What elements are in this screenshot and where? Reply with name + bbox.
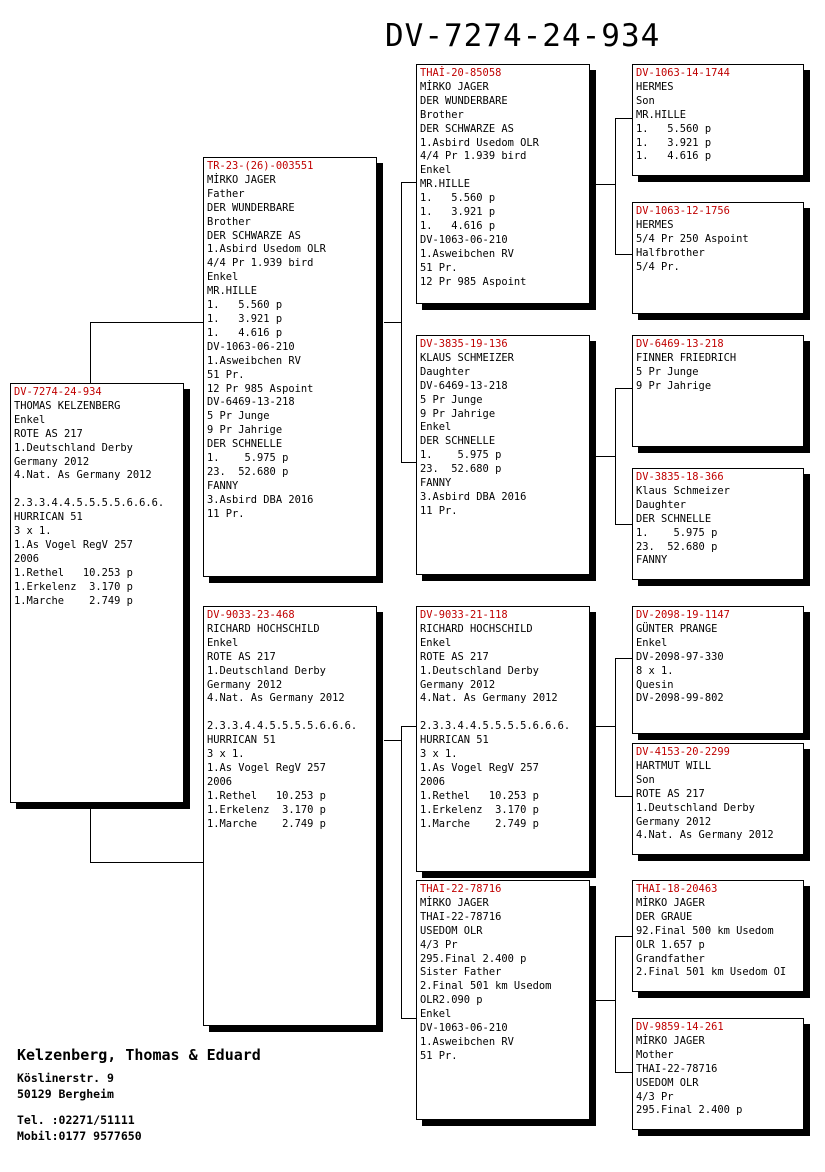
owner-name: Kelzenberg, Thomas & Eduard bbox=[17, 1046, 261, 1064]
connector-line bbox=[384, 322, 402, 323]
card-line: 23. 52.680 p bbox=[420, 463, 502, 476]
card-line: Enkel bbox=[420, 164, 452, 177]
pedigree-card bbox=[632, 202, 804, 314]
pedigree-card bbox=[416, 335, 590, 575]
pedigree-title: DV-7274-24-934 bbox=[385, 18, 661, 54]
card-line: 2006 bbox=[207, 775, 233, 788]
card-line: Son bbox=[636, 773, 655, 786]
card-line: 2.3.3.4.4.5.5.5.5.6.6.6. bbox=[420, 720, 571, 733]
card-line: 1.Asbird Usedom OLR bbox=[207, 243, 326, 256]
card-line: DER WUNDERBARE bbox=[420, 94, 508, 107]
connector-line bbox=[401, 462, 416, 463]
card-line: Germany 2012 bbox=[14, 455, 90, 468]
card-line: 9 Pr Jahrige bbox=[420, 407, 496, 420]
connector-line bbox=[596, 456, 616, 457]
card-line: RICHARD HOCHSCHILD bbox=[420, 622, 533, 635]
card-line: Germany 2012 bbox=[420, 678, 496, 691]
card-line: MİRKO JAGER bbox=[420, 896, 489, 909]
ring-number: DV-4153-20-2299 bbox=[636, 746, 730, 758]
card-line: HERMES bbox=[636, 80, 674, 93]
card-line: DER WUNDERBARE bbox=[207, 201, 295, 214]
card-line: Daughter bbox=[636, 498, 687, 511]
card-line: 2006 bbox=[14, 552, 40, 565]
card-line: HURRICAN 51 bbox=[207, 734, 276, 747]
card-line: MR.HILLE bbox=[420, 178, 471, 191]
connector-line bbox=[401, 726, 402, 1018]
card-line: DV-6469-13-218 bbox=[207, 396, 295, 409]
connector-line bbox=[90, 808, 91, 863]
card-line: 1.Rethel 10.253 p bbox=[420, 789, 539, 802]
ring-number: DV-1063-12-1756 bbox=[636, 205, 730, 217]
ring-number: TR-23-(26)-003551 bbox=[207, 160, 314, 172]
card-line: 4.Nat. As Germany 2012 bbox=[207, 692, 345, 705]
card-line: USEDOM OLR bbox=[420, 924, 483, 937]
card-line: FINNER FRIEDRICH bbox=[636, 351, 737, 364]
card-line: 2.3.3.4.4.5.5.5.5.6.6.6. bbox=[207, 720, 358, 733]
owner-tel: Tel. :02271/51111 bbox=[17, 1113, 135, 1127]
card-line bbox=[207, 706, 373, 720]
card-line: Sister Father bbox=[420, 966, 502, 979]
connector-line bbox=[615, 254, 632, 255]
card-line: 1. 3.921 p bbox=[207, 312, 283, 325]
card-line: OLR 1.657 p bbox=[636, 938, 705, 951]
card-line: Enkel bbox=[420, 421, 452, 434]
card-line: 51 Pr. bbox=[420, 261, 458, 274]
card-line: 2.3.3.4.4.5.5.5.5.6.6.6. bbox=[14, 497, 165, 510]
card-line bbox=[14, 483, 180, 497]
card-line: DER SCHNELLE bbox=[636, 512, 712, 525]
card-line: 4/3 Pr bbox=[636, 1090, 674, 1103]
card-line: 1.Asweibchen RV bbox=[420, 1035, 514, 1048]
card-line: 1.As Vogel RegV 257 bbox=[420, 761, 539, 774]
card-line: 4.Nat. As Germany 2012 bbox=[420, 692, 558, 705]
ring-number: THAI-18-20463 bbox=[636, 883, 718, 895]
card-line: 1. 3.921 p bbox=[420, 206, 496, 219]
ring-number: THAİ-20-85058 bbox=[420, 67, 502, 79]
connector-line bbox=[615, 936, 616, 1072]
owner-city: 50129 Bergheim bbox=[17, 1087, 114, 1101]
card-line: 1. 4.616 p bbox=[207, 326, 283, 339]
card-line: Enkel bbox=[14, 413, 46, 426]
card-line: Mother bbox=[636, 1048, 674, 1061]
connector-line bbox=[615, 658, 616, 796]
card-line bbox=[420, 706, 586, 720]
connector-line bbox=[596, 1000, 616, 1001]
card-line: 1. 3.921 p bbox=[636, 136, 712, 149]
card-line: 1.Asbird Usedom OLR bbox=[420, 136, 539, 149]
card-line: 3 x 1. bbox=[420, 748, 458, 761]
card-line: DER SCHNELLE bbox=[207, 438, 283, 451]
connector-line bbox=[596, 726, 616, 727]
ring-number: DV-3835-19-136 bbox=[420, 338, 508, 350]
card-line: 3.Asbird DBA 2016 bbox=[420, 490, 527, 503]
card-line: Halfbrother bbox=[636, 246, 705, 259]
card-line: DER GRAUE bbox=[636, 910, 693, 923]
pedigree-card bbox=[10, 383, 184, 803]
pedigree-card bbox=[632, 468, 804, 580]
card-line: Enkel bbox=[207, 636, 239, 649]
card-line: 1. 5.975 p bbox=[636, 526, 718, 539]
card-line: 4/3 Pr bbox=[420, 938, 458, 951]
ring-number: DV-9033-21-118 bbox=[420, 609, 508, 621]
card-line: 295.Final 2.400 p bbox=[420, 952, 527, 965]
ring-number: DV-9859-14-261 bbox=[636, 1021, 724, 1033]
card-line: 3 x 1. bbox=[14, 525, 52, 538]
card-line: DER SCHNELLE bbox=[420, 435, 496, 448]
connector-line bbox=[384, 740, 402, 741]
card-line: Enkel bbox=[420, 1008, 452, 1021]
pedigree-card bbox=[632, 1018, 804, 1130]
card-line: Enkel bbox=[420, 636, 452, 649]
card-line: 9 Pr Jahrige bbox=[207, 424, 283, 437]
card-line: FANNY bbox=[420, 477, 452, 490]
card-line: DER SCHWARZE AS bbox=[420, 122, 514, 135]
pedigree-card bbox=[203, 606, 377, 1026]
pedigree-card bbox=[416, 880, 590, 1120]
card-line: 11 Pr. bbox=[420, 504, 458, 517]
card-line: Son bbox=[636, 94, 655, 107]
owner-block bbox=[17, 1046, 261, 1144]
connector-line bbox=[401, 182, 402, 462]
card-line: HURRICAN 51 bbox=[420, 734, 489, 747]
card-line: DV-2098-97-330 bbox=[636, 650, 724, 663]
card-line: 1.Deutschland Derby bbox=[14, 441, 133, 454]
connector-line bbox=[401, 1018, 416, 1019]
card-line: 1. 4.616 p bbox=[636, 150, 712, 163]
card-line: 1.Erkelenz 3.170 p bbox=[14, 580, 133, 593]
card-line: FANNY bbox=[636, 554, 668, 567]
card-line: 1.Erkelenz 3.170 p bbox=[207, 803, 326, 816]
ring-number: DV-9033-23-468 bbox=[207, 609, 295, 621]
card-line: 23. 52.680 p bbox=[207, 465, 289, 478]
card-line: RICHARD HOCHSCHILD bbox=[207, 622, 320, 635]
card-line: 5 Pr Junge bbox=[207, 410, 270, 423]
card-line: HURRICAN 51 bbox=[14, 511, 83, 524]
card-line: 1. 4.616 p bbox=[420, 219, 496, 232]
connector-line bbox=[615, 658, 632, 659]
connector-line bbox=[401, 182, 416, 183]
card-line: 12 Pr 985 Aspoint bbox=[207, 382, 314, 395]
card-line: DV-6469-13-218 bbox=[420, 379, 508, 392]
ring-number: DV-3835-18-366 bbox=[636, 471, 724, 483]
card-line: 4.Nat. As Germany 2012 bbox=[14, 469, 152, 482]
connector-line bbox=[615, 118, 616, 254]
card-line: OLR2.090 p bbox=[420, 994, 483, 1007]
card-line: 2006 bbox=[420, 775, 446, 788]
owner-street: Köslinerstr. 9 bbox=[17, 1071, 114, 1085]
pedigree-card bbox=[632, 606, 804, 734]
card-line: 295.Final 2.400 p bbox=[636, 1104, 743, 1117]
card-line: 2.Final 501 km Usedom OI bbox=[636, 966, 787, 979]
card-line: 1.Marche 2.749 p bbox=[207, 817, 326, 830]
card-line: 23. 52.680 p bbox=[636, 540, 718, 553]
card-line: 5 Pr Junge bbox=[420, 393, 483, 406]
card-line: 8 x 1. bbox=[636, 664, 674, 677]
connector-line bbox=[615, 388, 632, 389]
connector-line bbox=[615, 796, 632, 797]
connector-line bbox=[615, 1072, 632, 1073]
card-line: MR.HILLE bbox=[207, 285, 258, 298]
card-line: 4/4 Pr 1.939 bird bbox=[207, 257, 314, 270]
card-line: HERMES bbox=[636, 218, 674, 231]
card-line: HARTMUT WILL bbox=[636, 759, 712, 772]
card-line: 5/4 Pr. bbox=[636, 260, 680, 273]
card-line: 1.Rethel 10.253 p bbox=[14, 566, 133, 579]
card-line: 3.Asbird DBA 2016 bbox=[207, 493, 314, 506]
pedigree-card bbox=[632, 335, 804, 447]
ring-number: THAI-22-78716 bbox=[420, 883, 502, 895]
card-line: Klaus Schmeizer bbox=[636, 484, 730, 497]
card-line: 1.Asweibchen RV bbox=[420, 247, 514, 260]
card-line: ROTE AS 217 bbox=[636, 787, 705, 800]
ring-number: DV-6469-13-218 bbox=[636, 338, 724, 350]
card-line: FANNY bbox=[207, 479, 239, 492]
card-line: DV-1063-06-210 bbox=[420, 233, 508, 246]
card-line: DV-1063-06-210 bbox=[420, 1022, 508, 1035]
card-line: ROTE AS 217 bbox=[207, 650, 276, 663]
card-line: THAI-22-78716 bbox=[636, 1062, 718, 1075]
pedigree-card bbox=[632, 880, 804, 992]
card-line: THAI-22-78716 bbox=[420, 910, 502, 923]
card-line: DV-1063-06-210 bbox=[207, 340, 295, 353]
card-line: GÜNTER PRANGE bbox=[636, 622, 718, 635]
card-line: USEDOM OLR bbox=[636, 1076, 699, 1089]
ring-number: DV-2098-19-1147 bbox=[636, 609, 730, 621]
card-line: DER SCHWARZE AS bbox=[207, 229, 301, 242]
card-line: KLAUS SCHMEIZER bbox=[420, 351, 514, 364]
card-line: DV-2098-99-802 bbox=[636, 692, 724, 705]
card-line: 51 Pr. bbox=[207, 368, 245, 381]
connector-line bbox=[615, 936, 632, 937]
pedigree-card bbox=[416, 64, 590, 304]
card-line: 1.Asweibchen RV bbox=[207, 354, 301, 367]
card-line: 1.Deutschland Derby bbox=[420, 664, 539, 677]
card-line: MİRKO JAGER bbox=[207, 173, 276, 186]
card-line: 3 x 1. bbox=[207, 748, 245, 761]
card-line: Quesin bbox=[636, 678, 674, 691]
connector-line bbox=[615, 388, 616, 524]
card-line: Germany 2012 bbox=[636, 815, 712, 828]
card-line: 12 Pr 985 Aspoint bbox=[420, 275, 527, 288]
card-line: 4/4 Pr 1.939 bird bbox=[420, 150, 527, 163]
connector-line bbox=[615, 524, 632, 525]
card-line: 92.Final 500 km Usedom bbox=[636, 924, 774, 937]
connector-line bbox=[90, 322, 91, 383]
card-line: 4.Nat. As Germany 2012 bbox=[636, 829, 774, 842]
card-line: 1. 5.560 p bbox=[420, 192, 496, 205]
card-line: Germany 2012 bbox=[207, 678, 283, 691]
card-line: Daughter bbox=[420, 365, 471, 378]
owner-mobile: Mobil:0177 9577650 bbox=[17, 1129, 142, 1143]
card-line: 1.Marche 2.749 p bbox=[420, 817, 539, 830]
card-line: 5/4 Pr 250 Aspoint bbox=[636, 232, 749, 245]
card-line: Brother bbox=[420, 108, 464, 121]
connector-line bbox=[90, 862, 203, 863]
card-line: Enkel bbox=[636, 636, 668, 649]
card-line: Father bbox=[207, 187, 245, 200]
card-line: 1. 5.975 p bbox=[207, 452, 289, 465]
card-line: 11 Pr. bbox=[207, 507, 245, 520]
card-line: Grandfather bbox=[636, 952, 705, 965]
card-line: 1. 5.975 p bbox=[420, 449, 502, 462]
card-line: MR.HILLE bbox=[636, 108, 687, 121]
card-line: 1.As Vogel RegV 257 bbox=[207, 761, 326, 774]
card-line: ROTE AS 217 bbox=[420, 650, 489, 663]
card-line: MİRKO JAGER bbox=[636, 896, 705, 909]
card-line: 2.Final 501 km Usedom bbox=[420, 980, 552, 993]
card-line: 1.Deutschland Derby bbox=[636, 801, 755, 814]
card-line: 9 Pr Jahrige bbox=[636, 379, 712, 392]
connector-line bbox=[401, 726, 416, 727]
card-line: 1.As Vogel RegV 257 bbox=[14, 538, 133, 551]
card-line: 51 Pr. bbox=[420, 1049, 458, 1062]
card-line: ROTE AS 217 bbox=[14, 427, 83, 440]
card-line: Brother bbox=[207, 215, 251, 228]
card-line: 1. 5.560 p bbox=[207, 299, 283, 312]
ring-number: DV-1063-14-1744 bbox=[636, 67, 730, 79]
card-line: THOMAS KELZENBERG bbox=[14, 399, 121, 412]
pedigree-card bbox=[632, 743, 804, 855]
card-line: 5 Pr Junge bbox=[636, 365, 699, 378]
card-line: 1.Deutschland Derby bbox=[207, 664, 326, 677]
connector-line bbox=[90, 322, 203, 323]
card-line: 1. 5.560 p bbox=[636, 122, 712, 135]
card-line: Enkel bbox=[207, 271, 239, 284]
card-line: MİRKO JAGER bbox=[420, 80, 489, 93]
pedigree-card bbox=[203, 157, 377, 577]
ring-number: DV-7274-24-934 bbox=[14, 386, 102, 398]
connector-line bbox=[596, 184, 616, 185]
connector-line bbox=[615, 118, 632, 119]
card-line: 1.Erkelenz 3.170 p bbox=[420, 803, 539, 816]
pedigree-card bbox=[416, 606, 590, 872]
card-line: 1.Rethel 10.253 p bbox=[207, 789, 326, 802]
card-line: 1.Marche 2.749 p bbox=[14, 594, 133, 607]
pedigree-card bbox=[632, 64, 804, 176]
card-line: MİRKO JAGER bbox=[636, 1034, 705, 1047]
